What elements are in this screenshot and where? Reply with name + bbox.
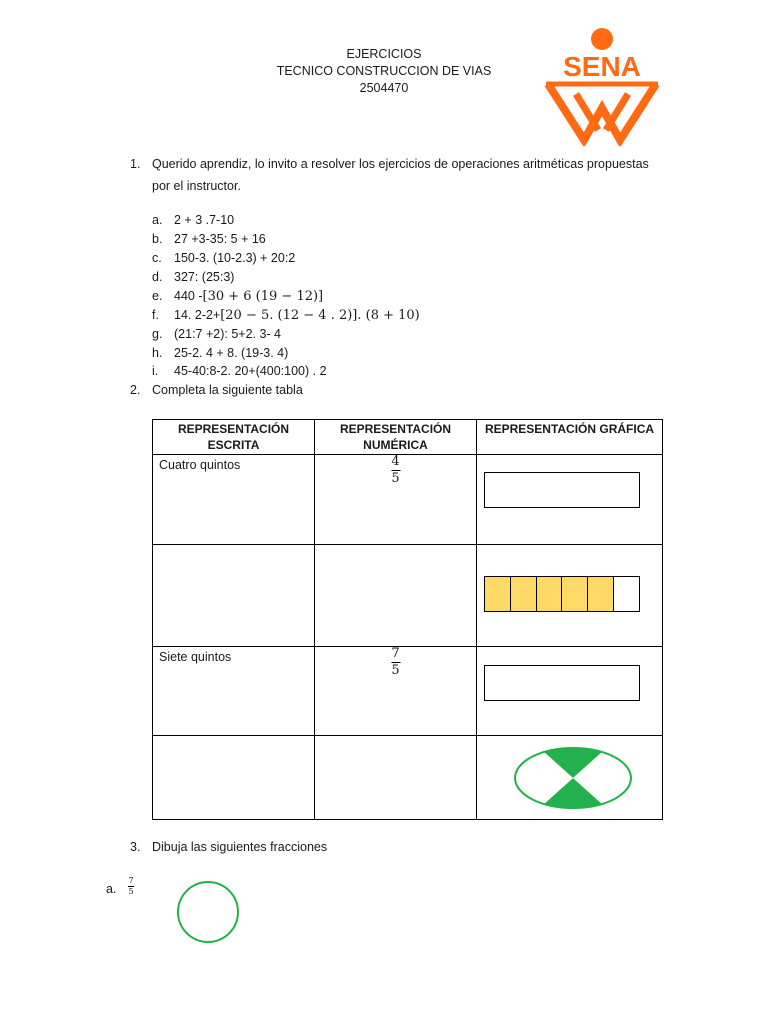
graphic-cell[interactable] bbox=[477, 647, 663, 736]
graphic-cell[interactable] bbox=[477, 736, 663, 820]
document-header bbox=[234, 46, 534, 97]
q3-item-fraction: 7 5 bbox=[128, 876, 134, 896]
table-row bbox=[153, 455, 663, 545]
written-cell[interactable] bbox=[153, 736, 315, 820]
written-cell[interactable] bbox=[153, 647, 315, 736]
question-1-number: 1. bbox=[130, 157, 141, 171]
bar-segment-filled bbox=[511, 577, 537, 611]
numeric-cell[interactable] bbox=[315, 455, 477, 545]
logo-text: SENA bbox=[563, 51, 641, 82]
question-3-text: Dibuja las siguientes fracciones bbox=[152, 840, 328, 854]
table-row bbox=[153, 647, 663, 736]
written-value: Siete quintos bbox=[159, 650, 232, 664]
bar-fraction-graphic bbox=[484, 576, 640, 612]
empty-drawing-box[interactable] bbox=[484, 665, 640, 701]
graphic-cell[interactable] bbox=[477, 545, 663, 647]
table-row bbox=[153, 545, 663, 647]
bar-segment-filled bbox=[485, 577, 511, 611]
written-cell[interactable] bbox=[153, 545, 315, 647]
header-graphic: REPRESENTACIÓN GRÁFICA bbox=[477, 420, 663, 455]
question-2-text: Completa la siguiente tabla bbox=[152, 383, 303, 397]
question-3-number: 3. bbox=[130, 840, 141, 854]
header-code: 2504470 bbox=[359, 81, 409, 95]
fraction-value: 7 5 bbox=[391, 646, 400, 678]
header-numeric: REPRESENTACIÓN NUMÉRICA bbox=[315, 420, 477, 455]
table-row bbox=[153, 736, 663, 820]
q3-item-letter: a. bbox=[106, 882, 117, 896]
drawing-circle[interactable] bbox=[174, 878, 242, 946]
numeric-cell[interactable] bbox=[315, 545, 477, 647]
numeric-cell[interactable] bbox=[315, 736, 477, 820]
question-1-line-1: Querido aprendiz, lo invito a resolver los ejercicios de operaciones aritméticas propuestas bbox=[152, 157, 649, 171]
bar-segment-empty bbox=[614, 577, 639, 611]
written-cell[interactable] bbox=[153, 455, 315, 545]
fractions-table bbox=[152, 419, 663, 820]
sena-logo bbox=[540, 26, 664, 146]
bar-segment-filled bbox=[562, 577, 588, 611]
fraction-value: 4 5 bbox=[391, 454, 400, 486]
empty-drawing-box[interactable] bbox=[484, 472, 640, 508]
header-title: EJERCICIOS bbox=[346, 47, 422, 61]
question-1-text bbox=[152, 153, 649, 197]
header-written: REPRESENTACIÓN ESCRITA bbox=[153, 420, 315, 455]
question-1-line-2: por el instructor. bbox=[152, 179, 241, 193]
question-2-number: 2. bbox=[130, 383, 141, 397]
oval-fraction-graphic bbox=[513, 746, 633, 810]
sena-logo-graphic bbox=[540, 26, 664, 146]
graphic-cell[interactable] bbox=[477, 455, 663, 545]
numeric-cell[interactable] bbox=[315, 647, 477, 736]
header-program: TECNICO CONSTRUCCION DE VIAS bbox=[276, 64, 492, 78]
bar-segment-filled bbox=[537, 577, 563, 611]
bar-segment-filled bbox=[588, 577, 614, 611]
written-value: Cuatro quintos bbox=[159, 458, 241, 472]
